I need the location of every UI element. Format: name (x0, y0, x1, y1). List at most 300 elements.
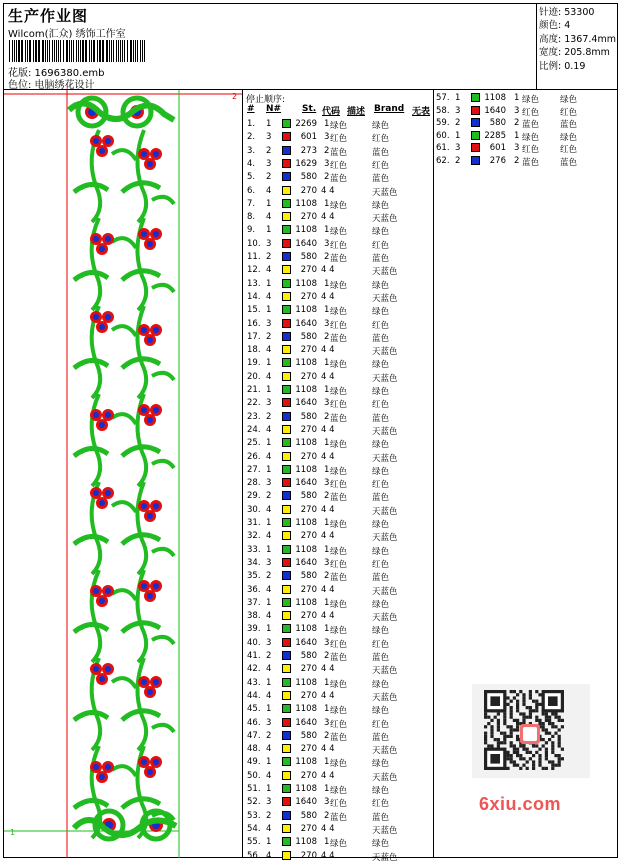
row-st: 1 (324, 464, 330, 475)
stat-colors: 颜色: 4 (539, 20, 571, 32)
row-brand: 蓝色 (372, 174, 390, 185)
row-code: 270 (300, 664, 317, 675)
row-st: 1 (324, 358, 330, 369)
row-brand: 绿色 (560, 132, 578, 143)
row-desc: 红色 (330, 160, 348, 171)
row-code: 580 (300, 730, 317, 741)
row-index: 17. (247, 331, 261, 342)
row-brand: 蓝色 (372, 732, 390, 743)
table-row (244, 650, 434, 663)
color-swatch (282, 704, 291, 713)
row-desc: 蓝色 (330, 147, 348, 158)
row-needle: 4 (266, 265, 272, 276)
row-code: 580 (300, 172, 317, 183)
row-brand: 天蓝色 (372, 293, 398, 304)
row-desc: 红色 (522, 107, 540, 118)
table-row (244, 251, 434, 264)
row-brand: 天蓝色 (372, 373, 398, 384)
row-needle: 4 (266, 212, 272, 223)
row-brand: 天蓝色 (372, 746, 398, 757)
row-st: 2 (514, 118, 520, 129)
row-code: 601 (300, 132, 317, 143)
row-st: 2 (324, 145, 330, 156)
row-brand: 天蓝色 (372, 613, 398, 624)
row-st: 1 (324, 305, 330, 316)
colorway-label: 色位: 电脑绣花设计 (8, 80, 95, 91)
color-swatch (282, 797, 291, 806)
row-needle: 2 (455, 156, 461, 166)
row-brand: 天蓝色 (372, 347, 398, 358)
row-desc: 绿色 (330, 599, 348, 610)
row-brand: 红色 (372, 559, 390, 570)
row-index: 40. (247, 637, 261, 648)
row-code: 580 (300, 331, 317, 342)
row-desc: 红色 (330, 480, 348, 491)
row-index: 51. (247, 784, 261, 794)
row-desc: 绿色 (522, 95, 540, 105)
row-desc: 绿色 (330, 121, 348, 131)
row-brand: 绿色 (372, 679, 390, 690)
row-needle: 3 (266, 238, 272, 249)
row-brand: 天蓝色 (372, 852, 398, 861)
row-needle: 4 (266, 291, 272, 302)
row-st: 2 (324, 730, 330, 741)
row-index: 55. (247, 837, 261, 848)
color-swatch (282, 385, 291, 394)
color-swatch (471, 93, 480, 102)
row-code: 1108 (295, 385, 317, 395)
row-index: 26. (247, 451, 261, 462)
row-code: 1108 (295, 225, 317, 236)
row-st: 1 (324, 119, 330, 129)
row-brand: 绿色 (372, 546, 390, 557)
row-needle: 1 (266, 677, 272, 688)
row-code: 1108 (295, 757, 317, 768)
table-row (434, 142, 617, 155)
row-st: 3 (324, 797, 330, 808)
row-index: 60. (436, 130, 450, 141)
row-desc: 红色 (330, 799, 348, 810)
color-swatch (282, 731, 291, 740)
table-row (434, 117, 617, 130)
row-needle: 4 (266, 690, 272, 701)
row-index: 58. (436, 105, 450, 116)
row-needle: 1 (455, 130, 461, 141)
col-header-code: 代码 (322, 107, 341, 117)
row-st: 2 (324, 651, 330, 661)
row-needle: 1 (266, 837, 272, 848)
worksheet-frame (3, 3, 618, 861)
row-desc: 红色 (330, 719, 348, 730)
row-brand: 红色 (372, 134, 390, 145)
row-desc: 蓝色 (330, 573, 348, 584)
color-swatch (282, 199, 291, 208)
row-code: 1108 (295, 198, 317, 209)
row-index: 45. (247, 704, 261, 715)
row-needle: 3 (455, 105, 461, 116)
row-code: 1640 (295, 318, 317, 329)
row-brand: 绿色 (372, 280, 390, 291)
table-row (244, 411, 434, 424)
table-row (244, 677, 434, 690)
marker-bottom-left: 1 (10, 828, 16, 837)
row-code: 1640 (295, 797, 317, 808)
row-desc: 绿色 (330, 280, 348, 291)
row-brand: 蓝色 (560, 158, 578, 168)
row-st: 1 (324, 198, 330, 209)
row-st: 4 4 (321, 850, 335, 861)
row-needle: 1 (266, 358, 272, 369)
color-swatch (282, 398, 291, 407)
row-index: 50. (247, 770, 261, 781)
row-st: 1 (324, 757, 330, 768)
row-index: 21. (247, 385, 261, 395)
row-code: 580 (300, 411, 317, 422)
color-swatch (282, 132, 291, 141)
row-st: 4 4 (321, 823, 335, 834)
row-code: 580 (300, 252, 317, 262)
row-brand: 天蓝色 (372, 533, 398, 544)
color-swatch (282, 239, 291, 248)
col-header-brand: Brand (374, 104, 405, 114)
row-brand: 绿色 (372, 786, 390, 796)
row-desc: 蓝色 (522, 158, 540, 168)
table-row (244, 278, 434, 291)
table-row (244, 437, 434, 450)
row-brand: 天蓝色 (372, 772, 398, 783)
row-st: 4 4 (321, 584, 335, 595)
col-header-none: 无表 (412, 107, 431, 117)
row-index: 16. (247, 318, 261, 329)
color-swatch (282, 265, 291, 274)
row-st: 4 4 (321, 424, 335, 435)
row-index: 19. (247, 358, 261, 369)
table-row (244, 291, 434, 304)
color-swatch (282, 252, 291, 261)
row-index: 2. (247, 132, 256, 143)
row-needle: 1 (455, 93, 461, 103)
row-st: 4 4 (321, 291, 335, 302)
table-row (244, 198, 434, 211)
row-desc: 红色 (330, 400, 348, 411)
row-st: 1 (324, 704, 330, 715)
row-desc: 绿色 (330, 200, 348, 211)
row-st: 3 (514, 105, 520, 116)
row-brand: 绿色 (372, 440, 390, 451)
row-st: 4 4 (321, 212, 335, 223)
row-st: 2 (324, 172, 330, 183)
row-st: 4 4 (321, 611, 335, 622)
row-index: 4. (247, 158, 256, 169)
row-brand: 红色 (372, 639, 390, 650)
table-row (244, 118, 434, 131)
row-code: 1108 (295, 464, 317, 475)
row-needle: 1 (266, 597, 272, 608)
row-desc: 绿色 (330, 839, 348, 850)
table-row (244, 145, 434, 158)
table-row (434, 155, 617, 168)
row-code: 270 (300, 345, 317, 356)
table-row (244, 610, 434, 623)
row-st: 4 4 (321, 504, 335, 515)
row-needle: 1 (266, 704, 272, 715)
row-needle: 2 (266, 252, 272, 262)
row-brand: 蓝色 (372, 147, 390, 158)
row-desc: 蓝色 (330, 653, 348, 663)
row-st: 1 (324, 597, 330, 608)
row-desc: 蓝色 (330, 333, 348, 344)
row-brand: 绿色 (372, 626, 390, 637)
row-desc: 绿色 (330, 360, 348, 371)
table-row (244, 850, 434, 861)
table-row (244, 663, 434, 676)
row-brand: 红色 (560, 107, 578, 118)
row-index: 31. (247, 518, 261, 528)
row-desc: 蓝色 (330, 732, 348, 743)
row-code: 270 (300, 424, 317, 435)
row-needle: 1 (266, 464, 272, 475)
table-row (244, 304, 434, 317)
row-st: 2 (324, 491, 330, 502)
row-desc: 绿色 (330, 520, 348, 530)
table-row (244, 836, 434, 849)
row-desc: 绿色 (330, 786, 348, 796)
row-st: 3 (324, 717, 330, 728)
row-brand: 天蓝色 (372, 187, 398, 198)
row-brand: 蓝色 (372, 333, 390, 344)
row-code: 270 (300, 504, 317, 515)
row-st: 2 (324, 252, 330, 262)
row-brand: 绿色 (372, 706, 390, 717)
color-swatch (282, 611, 291, 620)
color-swatch (282, 771, 291, 780)
color-swatch (282, 757, 291, 766)
row-code: 1108 (295, 305, 317, 316)
table-row (244, 344, 434, 357)
row-index: 44. (247, 690, 261, 701)
table-row (244, 318, 434, 331)
row-st: 1 (324, 677, 330, 688)
row-st: 4 4 (321, 690, 335, 701)
row-code: 1640 (484, 105, 506, 116)
row-code: 580 (300, 571, 317, 582)
embroidery-design-image (4, 90, 243, 858)
row-desc: 红色 (522, 145, 540, 156)
row-needle: 4 (266, 424, 272, 435)
color-swatch (282, 598, 291, 607)
row-desc: 绿色 (330, 227, 348, 238)
row-index: 48. (247, 744, 261, 755)
row-brand: 红色 (372, 320, 390, 331)
table-row (244, 783, 434, 796)
row-st: 2 (514, 156, 520, 166)
color-swatch (282, 212, 291, 221)
table-row (244, 756, 434, 769)
color-swatch (282, 811, 291, 820)
row-st: 1 (324, 438, 330, 449)
color-swatch (282, 159, 291, 168)
file-name: 花版: 1696380.emb (8, 68, 105, 79)
table-row (244, 504, 434, 517)
col-header-desc: 描述 (347, 107, 366, 117)
row-st: 4 4 (321, 531, 335, 542)
row-needle: 2 (455, 118, 461, 129)
row-desc: 绿色 (330, 706, 348, 717)
row-brand: 红色 (372, 719, 390, 730)
table-row (244, 796, 434, 809)
table-row (244, 544, 434, 557)
row-code: 1108 (295, 518, 317, 528)
color-swatch (282, 664, 291, 673)
row-desc: 绿色 (330, 626, 348, 637)
row-code: 1640 (295, 557, 317, 568)
row-code: 270 (300, 531, 317, 542)
row-index: 12. (247, 265, 261, 276)
color-swatch (282, 624, 291, 633)
row-desc: 红色 (330, 639, 348, 650)
row-needle: 3 (455, 143, 461, 154)
row-needle: 2 (266, 571, 272, 582)
row-brand: 绿色 (372, 599, 390, 610)
studio-name: Wilcom(汇众) 绣饰工作室 (8, 29, 126, 40)
design-preview (4, 90, 243, 858)
color-swatch (282, 186, 291, 195)
row-brand: 蓝色 (560, 120, 578, 131)
row-needle: 2 (266, 491, 272, 502)
row-brand: 红色 (372, 160, 390, 171)
row-st: 4 4 (321, 744, 335, 755)
worksheet-header (4, 4, 617, 90)
row-brand: 蓝色 (372, 493, 390, 504)
row-st: 2 (324, 571, 330, 582)
row-brand: 天蓝色 (372, 506, 398, 517)
row-code: 1108 (295, 278, 317, 289)
color-swatch (471, 143, 480, 152)
color-swatch (282, 837, 291, 846)
color-swatch (282, 279, 291, 288)
color-swatch (282, 784, 291, 793)
row-st: 2 (324, 411, 330, 422)
row-brand: 绿色 (372, 387, 390, 397)
row-index: 15. (247, 305, 261, 316)
row-desc: 蓝色 (330, 493, 348, 504)
row-brand: 红色 (560, 145, 578, 156)
row-index: 35. (247, 571, 261, 582)
row-brand: 蓝色 (372, 254, 390, 264)
color-swatch (282, 452, 291, 461)
stat-height: 高度: 1367.4mm (539, 33, 616, 45)
row-index: 32. (247, 531, 261, 542)
table-row (244, 490, 434, 503)
col-header-st: St. (302, 104, 317, 114)
table-row (244, 477, 434, 490)
row-needle: 3 (266, 158, 272, 169)
row-needle: 4 (266, 823, 272, 834)
color-sequence-table-cont (434, 90, 617, 170)
table-row (244, 397, 434, 410)
row-index: 5. (247, 172, 256, 183)
row-needle: 4 (266, 345, 272, 356)
row-st: 1 (324, 385, 330, 395)
row-needle: 1 (266, 784, 272, 794)
row-index: 46. (247, 717, 261, 728)
row-needle: 4 (266, 611, 272, 622)
row-st: 4 4 (321, 185, 335, 196)
table-row (434, 130, 617, 143)
row-needle: 3 (266, 637, 272, 648)
row-index: 61. (436, 143, 450, 154)
row-brand: 绿色 (372, 227, 390, 238)
table-row (244, 597, 434, 610)
row-st: 4 4 (321, 770, 335, 781)
table-row (244, 131, 434, 144)
row-needle: 3 (266, 398, 272, 409)
row-index: 30. (247, 504, 261, 515)
color-swatch (282, 305, 291, 314)
row-brand: 蓝色 (372, 653, 390, 663)
table-row (244, 517, 434, 530)
row-index: 8. (247, 212, 256, 223)
table-row (244, 451, 434, 464)
color-sequence-table (244, 90, 434, 861)
row-code: 270 (300, 185, 317, 196)
color-swatch (282, 651, 291, 660)
row-desc: 绿色 (330, 466, 348, 477)
row-code: 1108 (295, 544, 317, 555)
row-code: 270 (300, 690, 317, 701)
table-row (244, 623, 434, 636)
row-desc: 绿色 (330, 440, 348, 451)
row-brand: 天蓝色 (372, 267, 398, 278)
table-row (244, 743, 434, 756)
row-brand: 绿色 (372, 466, 390, 477)
table-row (244, 690, 434, 703)
row-index: 33. (247, 544, 261, 555)
row-code: 1108 (295, 677, 317, 688)
row-brand: 蓝色 (372, 812, 390, 823)
row-desc: 红色 (330, 134, 348, 145)
row-st: 1 (514, 93, 520, 103)
row-needle: 1 (266, 544, 272, 555)
row-index: 42. (247, 664, 261, 675)
row-index: 14. (247, 291, 261, 302)
row-code: 1640 (295, 717, 317, 728)
row-brand: 绿色 (372, 839, 390, 850)
color-swatch (282, 425, 291, 434)
color-swatch (282, 372, 291, 381)
row-brand: 绿色 (372, 200, 390, 211)
row-desc: 红色 (330, 559, 348, 570)
color-swatch (282, 465, 291, 474)
row-code: 580 (300, 651, 317, 661)
table-row (434, 105, 617, 118)
row-brand: 天蓝色 (372, 692, 398, 703)
table-row (244, 730, 434, 743)
row-brand: 蓝色 (372, 573, 390, 584)
row-brand: 绿色 (372, 121, 390, 131)
color-swatch (282, 691, 291, 700)
row-needle: 2 (266, 331, 272, 342)
table-row (244, 171, 434, 184)
row-st: 4 4 (321, 371, 335, 382)
row-desc: 红色 (330, 320, 348, 331)
row-code: 270 (300, 611, 317, 622)
color-swatch (282, 505, 291, 514)
table-row (244, 371, 434, 384)
row-index: 27. (247, 464, 261, 475)
row-code: 601 (489, 143, 506, 154)
color-swatch (282, 585, 291, 594)
